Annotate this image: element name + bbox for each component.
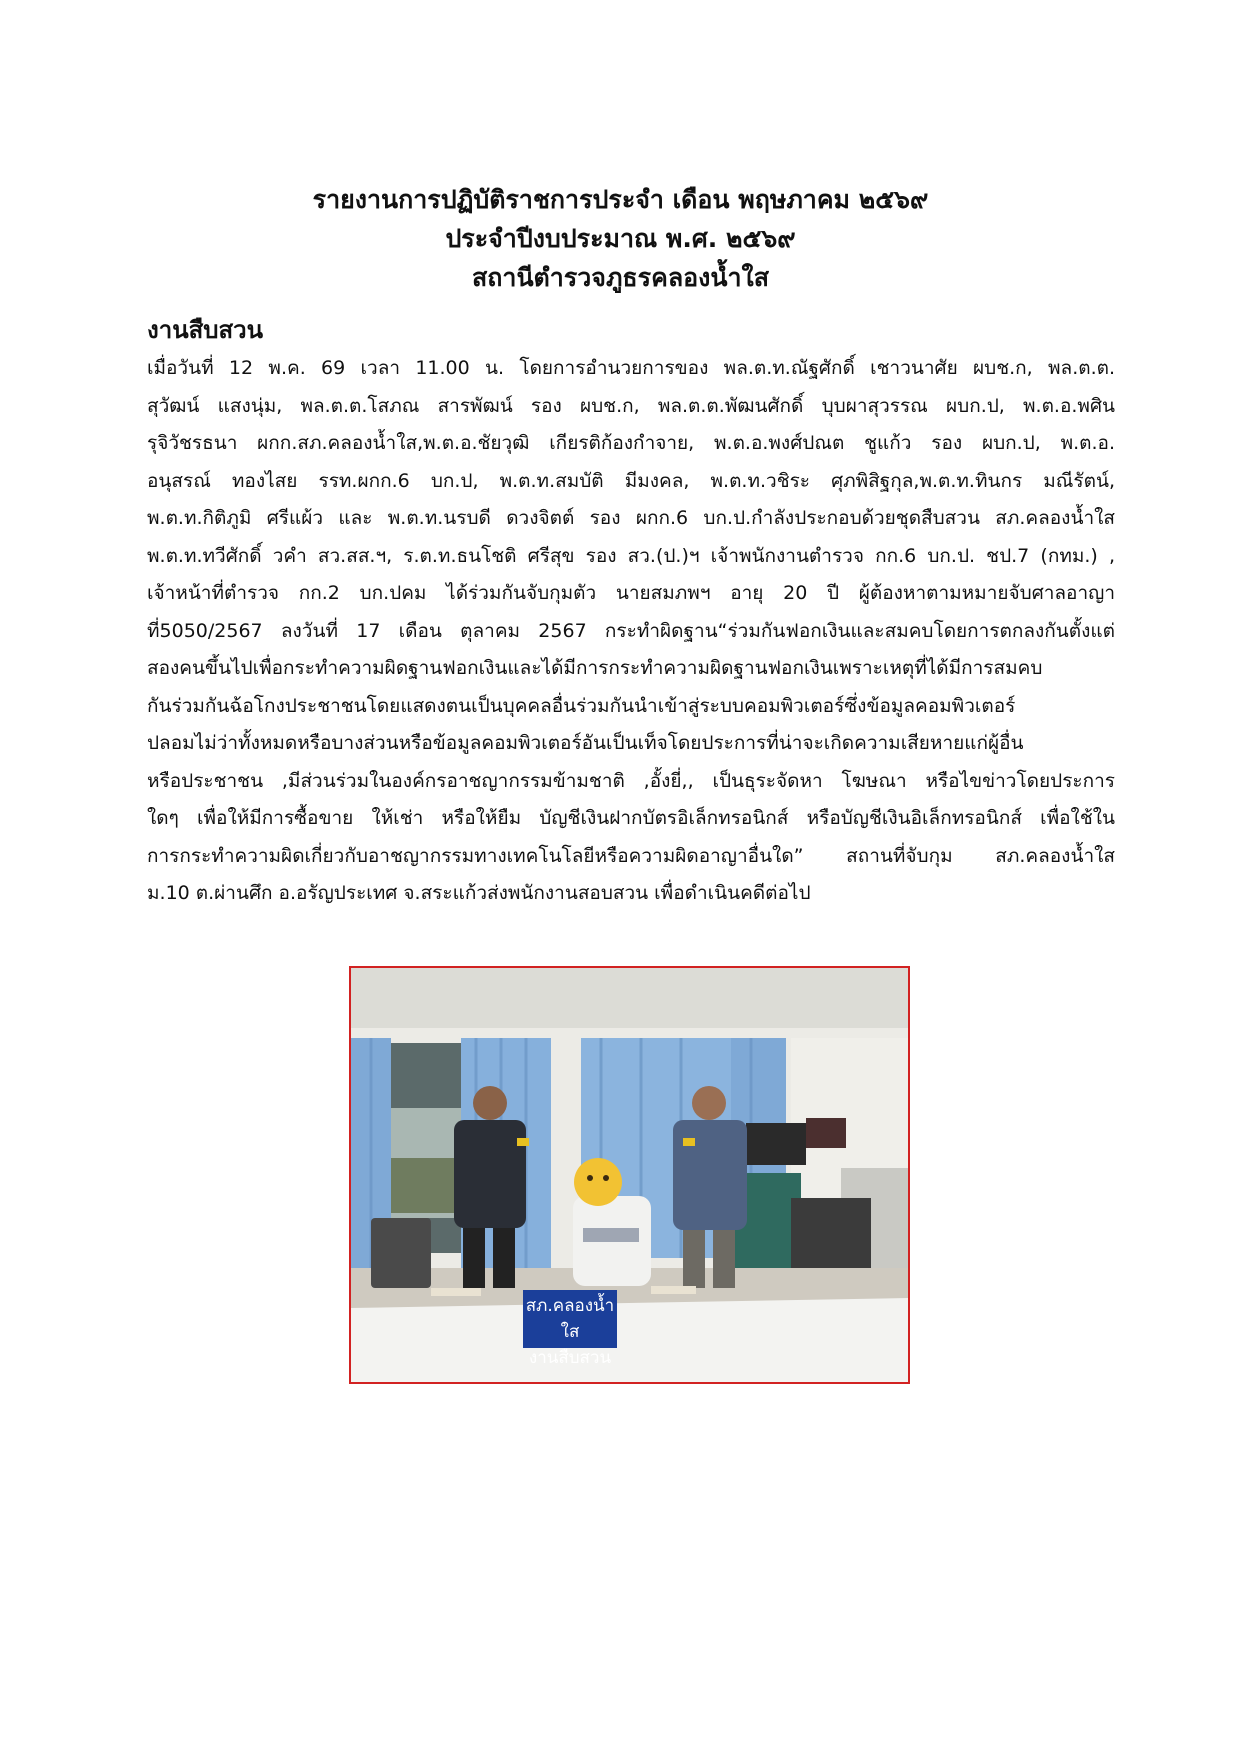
body-line: เมื่อวันที่ 12 พ.ค. 69 เวลา 11.00 น. โดยการอำนวยการของ พล.ต.ท.ณัฐศักดิ์ เชาวนาศัย ผบช.ก, พล.ต.ต. [147,357,1115,379]
body-line: ที่5050/2567 ลงวันที่ 17 เดือน ตุลาคม 2567 กระทำผิดฐาน“ร่วมกันฟอกเงินและสมคบโดยการตกลงกันตั้งแต่ [147,619,1115,642]
body-line: พ.ต.ท.ทวีศักดิ์ วคำ สว.สส.ฯ, ร.ต.ท.ธนโชติ ศรีสุข รอง สว.(ป.)ฯ เจ้าพนักงานตำรวจ กก.6 บก.ป. ชป.7 (กทม.) , [147,544,1115,567]
arrest-photo [349,966,910,1384]
name-sign [523,1290,617,1368]
section-heading: งานสืบสวน [147,316,264,344]
body-line: สุวัฒน์ แสงนุ่ม, พล.ต.ต.โสภณ สารพัฒน์ รอง ผบช.ก, พล.ต.ต.พัฒนศักดิ์ บุบผาสุวรรณ ผบก.ป, พ.ต.อ.พศิน [147,394,1115,417]
sign-line-1: สภ.คลองน้ำใส [525,1296,615,1342]
body-line: พ.ต.ท.กิติภูมิ ศรีแผ้ว และ พ.ต.ท.นรบดี ดวงจิตต์ รอง ผกก.6 บก.ป.กำลังประกอบด้วยชุดสืบสวน สภ.คลองน้ำใส [147,507,1115,529]
body-line: กันร่วมกันฉ้อโกงประชาชนโดยแสดงตนเป็นบุคคลอื่นร่วมกันนำเข้าสู่ระบบคอมพิวเตอร์ซึ่งข้อมูลคอมพิวเตอร์ [147,694,1016,717]
body-line: สองคนขึ้นไปเพื่อกระทำความผิดฐานฟอกเงินและได้มีการกระทำความผิดฐานฟอกเงินเพราะเหตุที่ได้มีการสมคบ [147,657,1043,679]
table [351,1298,908,1382]
photo-scene [351,968,908,1382]
report-title-line-1: รายงานการปฏิบัติราชการประจำ เดือน พฤษภาคม ๒๕๖๙ [312,185,929,214]
wall-plaque [746,1123,806,1165]
body-line: ใดๆ เพื่อให้มีการซื้อขาย ให้เช่า หรือให้ยืม บัญชีเงินฝากบัตรอิเล็กทรอนิกส์ หรือบัญชีเงินอิเล็กทรอนิกส์ เพื่อใช้ใน [147,807,1115,829]
report-title-line-2: ประจำปีงบประมาณ พ.ศ. ๒๕๖๙ [445,224,796,253]
report-title-line-3: สถานีตำรวจภูธรคลองน้ำใส [472,263,769,292]
body-line: ปลอมไม่ว่าทั้งหมดหรือบางส่วนหรือข้อมูลคอมพิวเตอร์อันเป็นเท็จโดยประการที่น่าจะเกิดความเสียหายแก่ผู้อื่น [147,732,1024,754]
sign-line-2: งานสืบสวน [528,1348,612,1368]
body-line: ม.10 ต.ผ่านศึก อ.อรัญประเทศ จ.สระแก้วส่งพนักงานสอบสวน เพื่อดำเนินคดีต่อไป [147,882,811,904]
report-title [0,180,1241,297]
body-line: รุจิวัชรธนา ผกก.สภ.คลองน้ำใส,พ.ต.อ.ชัยวุฒิ เกียรติก้องกำจาย, พ.ต.อ.พงศ์ปณต ชูแก้ว รอง ผบก.ป, พ.ต.อ. [147,432,1115,454]
body-line: หรือประชาชน ,มีส่วนร่วมในองค์กรอาชญากรรมข้ามชาติ ,อั้งยี่,, เป็นธุระจัดหา โฆษณา หรือไขข่าวโดยประการ [147,769,1115,792]
body-line: เจ้าหน้าที่ตำรวจ กก.2 บก.ปคม ได้ร่วมกันจับกุมตัว นายสมภพฯ อายุ 20 ปี ผู้ต้องหาตามหมายจับศาลอาญา [147,582,1115,604]
body-line: การกระทำความผิดเกี่ยวกับอาชญากรรมทางเทคโนโลยีหรือความผิดอาญาอื่นใด” สถานที่จับกุม สภ.คลองน้ำใส [147,844,1115,867]
body-line: อนุสรณ์ ทองไสย รรท.ผกก.6 บก.ป, พ.ต.ท.สมบัติ มีมงคล, พ.ต.ท.วชิระ ศุภพิสิฐกุล,พ.ต.ท.ทินกร มณีรัตน์, [147,469,1115,492]
report-body [147,350,1115,913]
